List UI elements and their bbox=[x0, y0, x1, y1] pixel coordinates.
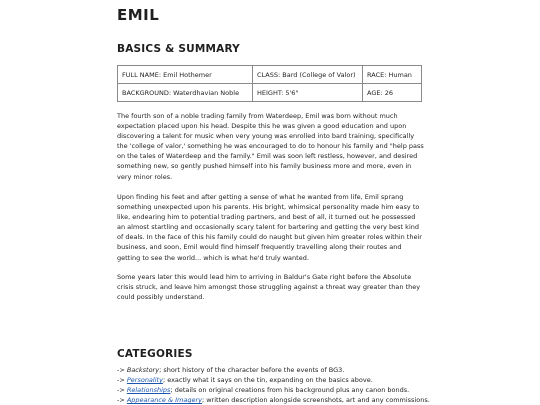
age-cell: AGE: 26 bbox=[363, 84, 422, 102]
table-row bbox=[118, 66, 422, 84]
race-cell: RACE: Human bbox=[363, 66, 422, 84]
category-description: ; short history of the character before the events of BG3. bbox=[159, 366, 345, 374]
backstory-paragraph-3: Some years later this would lead him to arriving in Baldur's Gate right before the Absolute crisis struck, and leave him amongst those struggling against a threat way greater than they could possibly understand. bbox=[117, 273, 421, 302]
basics-heading: BASICS & SUMMARY bbox=[117, 43, 240, 55]
height-cell: HEIGHT: 5'6" bbox=[253, 84, 363, 102]
list-item bbox=[117, 395, 430, 405]
category-backstory-label: Backstory bbox=[126, 366, 160, 374]
categories-heading: CATEGORIES bbox=[117, 348, 193, 360]
arrow-prefix: -> bbox=[117, 376, 127, 385]
backstory-paragraph-1: The fourth son of a noble trading family from Waterdeep, Emil was born without much expectation placed upon his head. Despite this he was given a good education and upon discovering a talent for music when very young was enrolled into bard training, specifically the 'college of valor,' something he was encouraged to do to honour his family and "help pass on the tales of Waterdeep and the family." Emil was soon left restless, however, and desired something new, so gently pushed himself into his family business more and more, even in very minor roles. bbox=[117, 112, 424, 181]
category-description: ; exactly what it says on the tin, expanding on the basics above. bbox=[162, 376, 373, 385]
category-relationships-link[interactable]: Relationships bbox=[126, 386, 171, 395]
backstory-paragraph-2: Upon finding his feet and after getting a sense of what he wanted from life, Emil sprang something unexpected upon his parents. His bright, whimsical personality made him easy to like, endearing him to potential trading partners, and best of all, it turned out he possessed an almost startling and occasionally scary talent for bartering and getting the very best kind of deals. In the face of this his family could do naught but given him greater roles within their business, and soon, Emil would find himself frequently travelling along their routes and getting to see the world... which is what he'd truly wanted. bbox=[117, 193, 422, 262]
arrow-prefix: -> bbox=[117, 386, 127, 395]
category-description: ; written description alongside screenshots, art and any commissions. bbox=[201, 396, 430, 405]
category-personality-link[interactable]: Personality bbox=[126, 376, 163, 385]
list-item bbox=[117, 385, 427, 395]
list-item bbox=[117, 375, 427, 385]
class-cell: CLASS: Bard (College of Valor) bbox=[253, 66, 363, 84]
page-title: EMIL bbox=[117, 6, 160, 24]
categories-list bbox=[117, 365, 430, 405]
background-cell: BACKGROUND: Waterdhavian Noble bbox=[118, 84, 253, 102]
arrow-prefix: -> bbox=[117, 396, 127, 405]
arrow-prefix: -> bbox=[117, 366, 127, 374]
category-description: ; details on original creations from his background plus any canon bonds. bbox=[170, 386, 410, 395]
full-name-cell: FULL NAME: Emil Hothemer bbox=[118, 66, 253, 84]
list-item bbox=[117, 365, 427, 375]
category-appearance-link[interactable]: Appearance & Imagery bbox=[126, 396, 202, 405]
table-row bbox=[118, 84, 422, 102]
basics-table bbox=[117, 65, 422, 102]
